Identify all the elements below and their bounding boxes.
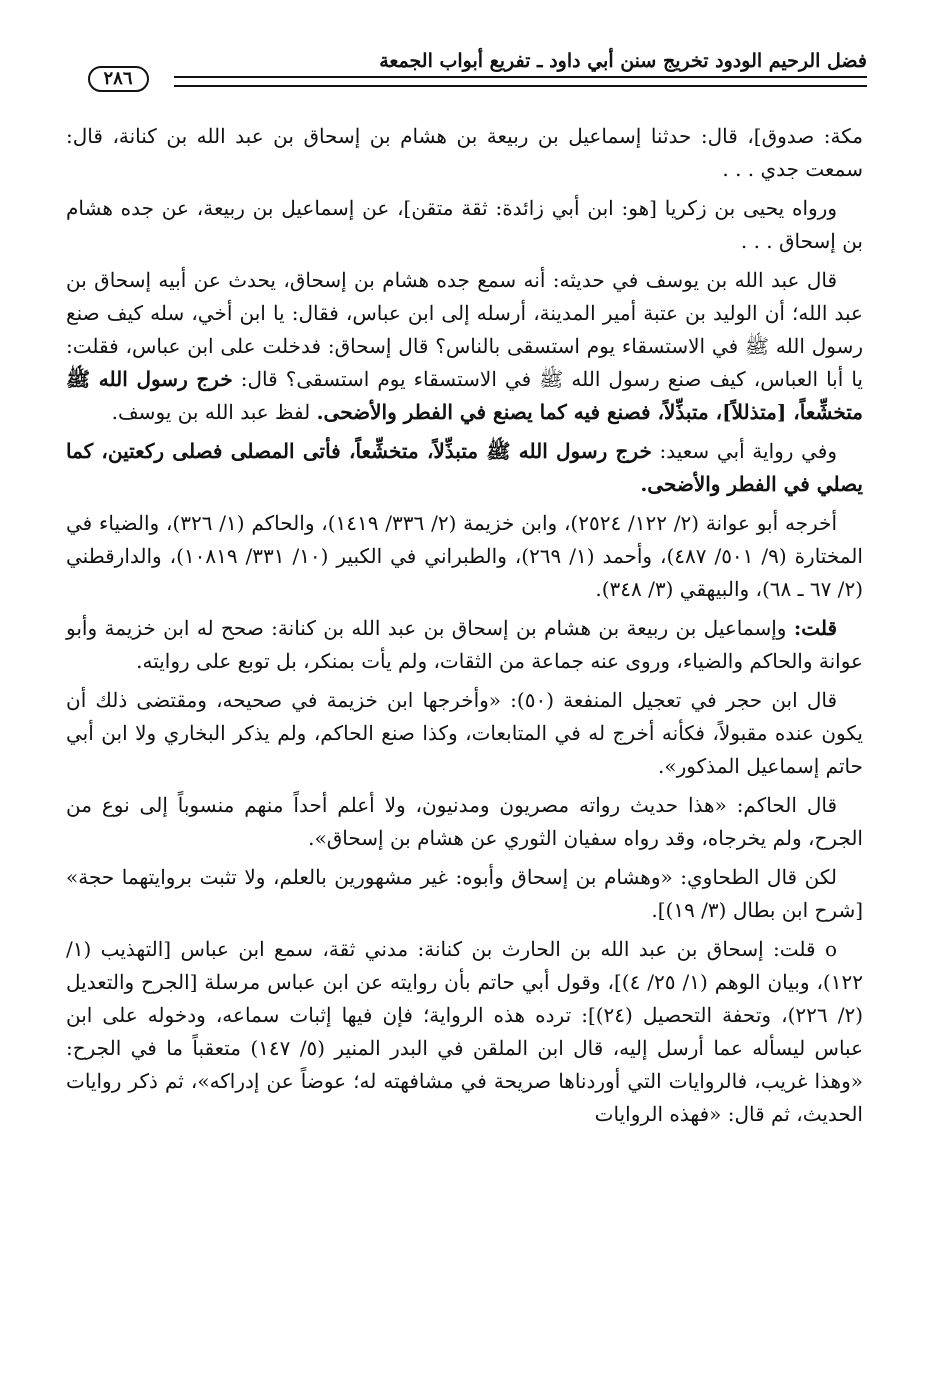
paragraph: مكة: صدوق]، قال: حدثنا إسماعيل بن ربيعة بن هشام بن إسحاق بن عبد الله بن كنانة، قال: سمعت جدي . . . — [66, 124, 863, 181]
book-title: فضل الرحيم الودود تخريج سنن أبي داود ـ تفريع أبواب الجمعة — [379, 50, 867, 72]
paragraph: أخرجه أبو عوانة (٢/ ١٢٢/ ٢٥٢٤)، وابن خزيمة (٢/ ٣٣٦/ ١٤١٩)، والحاكم (١/ ٣٢٦)، والضياء في المختارة (٩/ ٥٠١/ ٤٨٧)، وأحمد (١/ ٢٦٩)، والطبراني في الكبير (١٠/ ٣٣١/ ١٠٨١٩)، والدارقطني (٢/ ٦٧ ـ ٦٨)، والبيهقي (٣/ ٣٤٨). — [66, 511, 863, 601]
paragraph: ورواه يحيى بن زكريا [هو: ابن أبي زائدة: ثقة متقن]، عن إسماعيل بن ربيعة، عن جده هشام بن إسحاق . . . — [66, 196, 863, 253]
paragraph: وفي رواية أبي سعيد: خرج رسول الله ﷺ متبذِّلاً، متخشِّعاً، فأتى المصلى فصلى ركعتين، كما يصلي في الفطر والأضحى. — [66, 439, 863, 496]
paragraph: قلت: وإسماعيل بن ربيعة بن هشام بن إسحاق بن عبد الله بن كنانة: صحح له ابن خزيمة وأبو عوانة والحاكم والضياء، وروى عنه جماعة من الثقات، ولم يأت بمنكر، بل توبع على روايته. — [66, 616, 863, 673]
page-number: ٢٨٦ — [88, 66, 149, 92]
paragraph: o قلت: إسحاق بن عبد الله بن الحارث بن كنانة: مدني ثقة، سمع ابن عباس [التهذيب (١/ ١٢٢)، وبيان الوهم (١/ ٢٥/ ٤)]، وقول أبي حاتم بأن روايته عن ابن عباس مرسلة [الجرح والتعديل (٢/ ٢٢٦)، وتحفة التحصيل (٢٤)]: ترده هذه الرواية؛ فإن فيها إثبات سماعه، ودخوله على ابن عباس ليسأله عما أرسل إليه، قال ابن الملقن في البدر المنير (٥/ ١٤٧) متعقباً ما في الجرح: «وهذا غريب، فالروايات التي أوردناها صريحة في مشافهته له؛ عوضاً عن إدراكه»، ثم ذكر روايات الحديث، ثم قال: «فهذه الروايات — [66, 937, 864, 1126]
header-rule — [174, 76, 867, 87]
paragraph: قال ابن حجر في تعجيل المنفعة (٥٠): «وأخرجها ابن خزيمة في صحيحه، ومقتضى ذلك أن يكون عنده مقبولاً، فكأنه أخرج له في المتابعات، وكذا صنع الحاكم، ولم يذكر البخاري ولا ابن أبي حاتم إسماعيل المذكور». — [66, 688, 863, 778]
page-number-badge — [62, 66, 174, 92]
hadith-text: خرج رسول الله ﷺ متبذِّلاً، متخشِّعاً، فأتى المصلى فصلى ركعتين، كما يصلي في الفطر والأضحى. — [66, 439, 863, 496]
paragraph: لكن قال الطحاوي: «وهشام بن إسحاق وأبوه: غير مشهورين بالعلم، ولا تثبت بروايتهما حجة» [شرح ابن بطال (٣/ ١٩)]. — [66, 865, 863, 922]
page-body — [66, 120, 863, 1137]
paragraph: قال الحاكم: «هذا حديث رواته مصريون ومدنيون، ولا أعلم أحداً منهم منسوباً إلى نوع من الجرح، ولم يخرجاه، وقد رواه سفيان الثوري عن هشام بن إسحاق». — [66, 793, 863, 850]
hadith-text: خرج رسول الله ﷺ متخشِّعاً، [متذللاً]، متبذِّلاً، فصنع فيه كما يصنع في الفطر والأضحى. — [66, 367, 863, 424]
running-header — [62, 46, 867, 106]
paragraph: قال عبد الله بن يوسف في حديثه: أنه سمع جده هشام بن إسحاق، يحدث عن أبيه إسحاق بن عبد الله؛ أن الوليد بن عتبة أمير المدينة، أرسله إلى ابن عباس، فقال: يا ابن أخي، سله كيف صنع رسول الله ﷺ في الاستسقاء يوم استسقى بالناس؟ قال إسحاق: فدخلت على ابن عباس، فقلت: يا أبا العباس، كيف صنع رسول الله ﷺ في الاستسقاء يوم استسقى؟ قال: خرج رسول الله ﷺ متخشِّعاً، [متذللاً]، متبذِّلاً، فصنع فيه كما يصنع في الفطر والأضحى. لفظ عبد الله بن يوسف. — [66, 268, 863, 424]
note-label: قلت: — [793, 616, 838, 640]
